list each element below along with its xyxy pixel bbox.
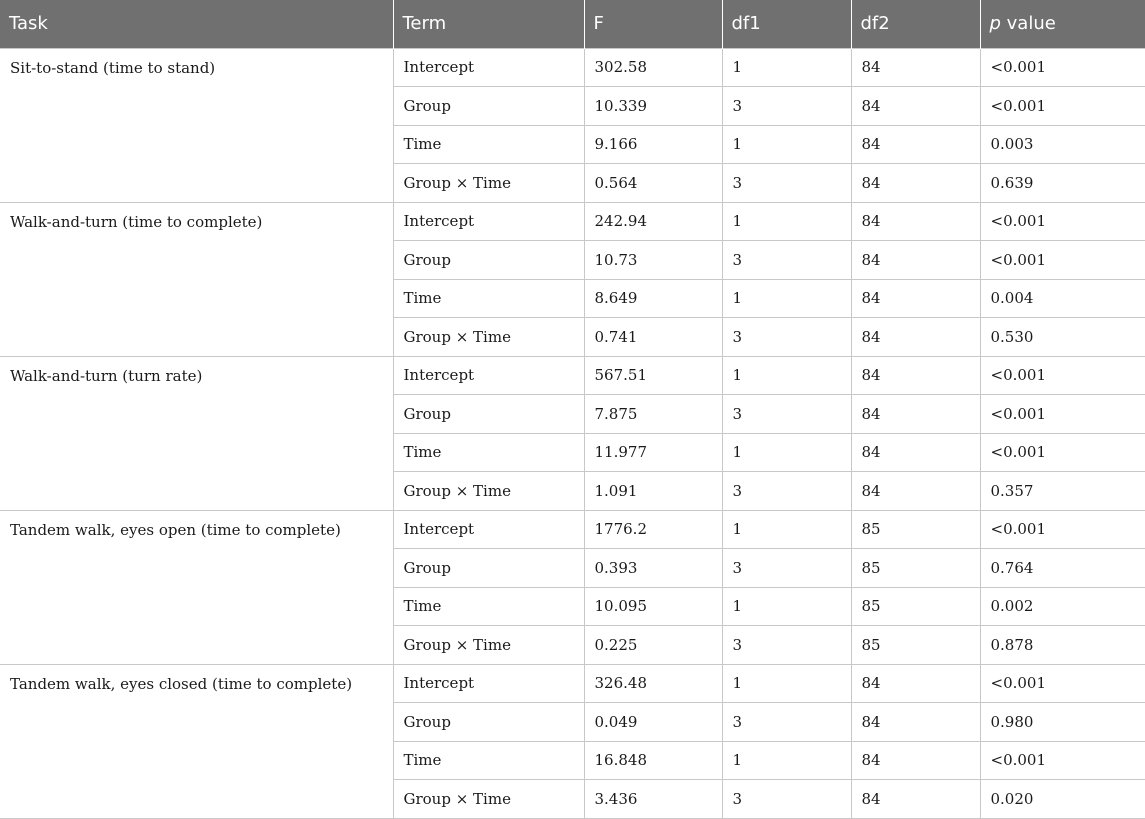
p-value-cell: <0.001 [980,664,1145,703]
f-value-cell: 0.393 [584,549,722,588]
table-header [0,0,1145,48]
term-cell: Intercept [393,664,584,703]
term-cell: Group × Time [393,164,584,203]
p-value-cell: 0.764 [980,549,1145,588]
f-value-cell: 7.875 [584,395,722,434]
df2-cell: 85 [851,626,980,665]
p-value-cell: <0.001 [980,433,1145,472]
df1-cell: 3 [722,472,851,511]
f-value-cell: 1.091 [584,472,722,511]
header-p-rest: value [1000,13,1056,35]
df1-cell: 3 [722,241,851,280]
p-value-cell: 0.020 [980,780,1145,819]
header-row [0,0,1145,48]
df2-cell: 84 [851,164,980,203]
task-cell: Walk-and-turn (turn rate) [0,356,393,510]
df1-cell: 3 [722,87,851,126]
task-cell: Tandem walk, eyes open (time to complete) [0,510,393,664]
term-cell: Group × Time [393,626,584,665]
term-cell: Group [393,241,584,280]
p-value-cell: <0.001 [980,741,1145,780]
term-cell: Group × Time [393,472,584,511]
header-df2: df2 [851,0,980,48]
p-value-cell: 0.004 [980,279,1145,318]
header-p-value [980,0,1145,48]
task-cell: Tandem walk, eyes closed (time to complete) [0,664,393,818]
p-value-cell: <0.001 [980,356,1145,395]
f-value-cell: 567.51 [584,356,722,395]
p-value-cell: <0.001 [980,87,1145,126]
p-value-cell: <0.001 [980,510,1145,549]
term-cell: Time [393,741,584,780]
df1-cell: 1 [722,125,851,164]
df1-cell: 1 [722,510,851,549]
df2-cell: 84 [851,87,980,126]
f-value-cell: 9.166 [584,125,722,164]
df1-cell: 3 [722,164,851,203]
header-p-italic: p [989,13,1001,35]
df2-cell: 85 [851,510,980,549]
p-value-cell: <0.001 [980,202,1145,241]
term-cell: Intercept [393,356,584,395]
df2-cell: 84 [851,241,980,280]
task-cell: Sit-to-stand (time to stand) [0,48,393,202]
term-cell: Intercept [393,202,584,241]
df1-cell: 1 [722,356,851,395]
f-value-cell: 16.848 [584,741,722,780]
table-row [0,664,1145,703]
f-value-cell: 10.339 [584,87,722,126]
df2-cell: 84 [851,664,980,703]
f-value-cell: 10.73 [584,241,722,280]
p-value-cell: 0.357 [980,472,1145,511]
f-value-cell: 0.225 [584,626,722,665]
df2-cell: 85 [851,587,980,626]
df2-cell: 84 [851,202,980,241]
p-value-cell: <0.001 [980,48,1145,87]
df2-cell: 84 [851,703,980,742]
term-cell: Time [393,433,584,472]
df2-cell: 84 [851,48,980,87]
term-cell: Time [393,279,584,318]
f-value-cell: 0.049 [584,703,722,742]
task-cell: Walk-and-turn (time to complete) [0,202,393,356]
table-row [0,356,1145,395]
term-cell: Intercept [393,510,584,549]
df2-cell: 84 [851,125,980,164]
df2-cell: 84 [851,395,980,434]
term-cell: Group [393,395,584,434]
df1-cell: 3 [722,780,851,819]
df2-cell: 84 [851,279,980,318]
p-value-cell: <0.001 [980,241,1145,280]
header-term: Term [393,0,584,48]
f-value-cell: 302.58 [584,48,722,87]
f-value-cell: 8.649 [584,279,722,318]
f-value-cell: 1776.2 [584,510,722,549]
term-cell: Group [393,87,584,126]
df1-cell: 1 [722,741,851,780]
df1-cell: 1 [722,664,851,703]
f-value-cell: 242.94 [584,202,722,241]
table-row [0,510,1145,549]
f-value-cell: 11.977 [584,433,722,472]
df2-cell: 84 [851,472,980,511]
f-value-cell: 0.564 [584,164,722,203]
df1-cell: 3 [722,549,851,588]
term-cell: Time [393,587,584,626]
term-cell: Intercept [393,48,584,87]
table-body [0,48,1145,818]
df2-cell: 84 [851,741,980,780]
term-cell: Group [393,703,584,742]
p-value-cell: 0.530 [980,318,1145,357]
df1-cell: 1 [722,279,851,318]
table-row [0,48,1145,87]
p-value-cell: <0.001 [980,395,1145,434]
header-f: F [584,0,722,48]
term-cell: Group × Time [393,780,584,819]
p-value-cell: 0.878 [980,626,1145,665]
df1-cell: 1 [722,202,851,241]
term-cell: Group × Time [393,318,584,357]
f-value-cell: 326.48 [584,664,722,703]
p-value-cell: 0.980 [980,703,1145,742]
header-task: Task [0,0,393,48]
df2-cell: 84 [851,318,980,357]
f-value-cell: 0.741 [584,318,722,357]
df2-cell: 84 [851,433,980,472]
df2-cell: 85 [851,549,980,588]
df1-cell: 3 [722,318,851,357]
df1-cell: 1 [722,587,851,626]
df1-cell: 3 [722,395,851,434]
f-value-cell: 10.095 [584,587,722,626]
df1-cell: 1 [722,433,851,472]
df1-cell: 1 [722,48,851,87]
df1-cell: 3 [722,703,851,742]
table-row [0,202,1145,241]
header-df1: df1 [722,0,851,48]
df2-cell: 84 [851,780,980,819]
p-value-cell: 0.639 [980,164,1145,203]
term-cell: Group [393,549,584,588]
p-value-cell: 0.003 [980,125,1145,164]
p-value-cell: 0.002 [980,587,1145,626]
term-cell: Time [393,125,584,164]
f-value-cell: 3.436 [584,780,722,819]
df1-cell: 3 [722,626,851,665]
df2-cell: 84 [851,356,980,395]
